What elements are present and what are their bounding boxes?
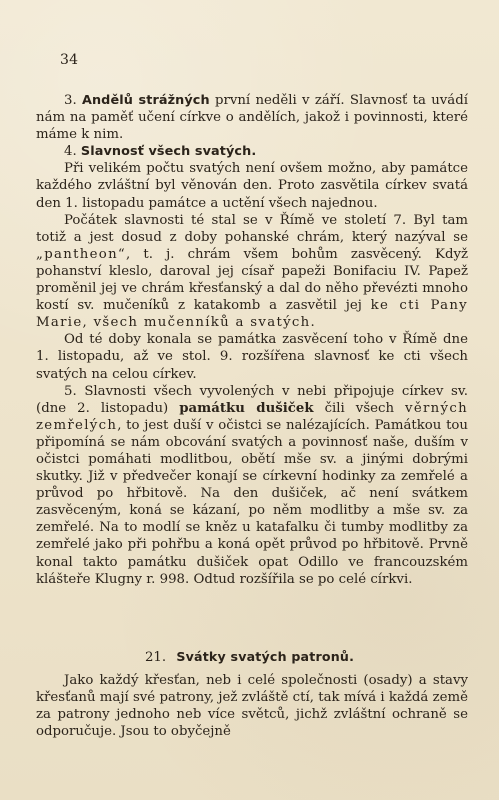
main-text-block [36,92,468,588]
paragraph-since-then: Od té doby konala se památka zasvěcení toho v Římě dne 1. listopadu, až ve stol. 9. rozšířena slavnosť ke cti všech svatých na celou církev. [36,332,468,382]
origin-text-2: , t. j. chrám všem bohům zasvěcený. Když pohanství kleslo, daroval jej císař papeži Bonifaciu IV. Papež proměnil jej ve chrám křesťanský a dal do něho převézti mnoho kostí sv. mučeníků z katakomb a zasvětil jej [36,246,468,314]
section-heading: Svátky svatých patronů. [176,649,355,664]
paragraph-all-saints-heading [36,143,468,160]
paragraph-angels [36,92,468,143]
paragraph-all-saints-body: Při velikém počtu svatých není ovšem možno, aby památce každého zvláštní byl věnován den. Proto zasvětila církev svatá den 1. listopadu památce a uctění všech najednou. [36,161,468,211]
heading-all-saints: Slavnosť všech svatých. [80,144,257,160]
paragraph-origin [36,212,468,332]
heading-guardian-angels: Andělů strážných [81,93,210,108]
page-number: 34 [60,52,79,68]
paragraph-number-3: 3. [64,93,77,108]
paragraph-angels-text: první neděli v září. Slavnosť ta uvádí nám na paměť učení církve o andělích, jakož i povinnosti, které máme k nim. [36,93,468,143]
paragraph-all-souls [36,383,468,588]
section-text-block [36,672,468,740]
all-souls-text-2: čili všech [313,400,406,416]
section-number: 21. [144,650,167,665]
all-souls-term: památku dušiček [179,400,314,416]
dedication-phrase: ke cti Pany Marie, všech mučenníků a svatých [36,298,468,331]
section-title [0,648,499,666]
pantheon-term: „pantheon“ [36,246,127,262]
all-souls-text-1: 5. Slavnosti všech vyvolených v nebi připojuje církev sv. (dne 2. listopadu) [36,383,468,416]
origin-text-3: . [310,315,315,331]
faithful-departed-phrase: věrných zemřelých [36,400,468,433]
origin-text-1: Počátek slavnosti té stal se v Římě ve století 7. Byl tam totiž a jest dosud z doby pohanské chrám, který nazýval se [36,212,468,245]
section-21-paragraph: Jako každý křesťan, neb i celé společnosti (osady) a stavy křesťanů mají své patrony, jež zvláště ctí, tak mívá i každá země za patrony jednoho neb více světců, jichž zvláštní ochraně se odporučuje. Jsou to obyčejně [36,673,468,740]
paragraph-number-4: 4. [64,144,77,160]
all-souls-text-3: , to jest duší v očistci se nalézajících. Památkou tou připomíná se nám obcování svatých a povinnosť naše, duším v očistci pomáhati modlitbou, obětí mše sv. a jinými dobrými skutky. Již v předvečer konají se církevní hodinky za zemřelé a průvod po hřbitově. Na den dušiček, ač není svátkem zasvěceným, koná se kázaní, po něm modlitby a mše sv. za zemřelé. Na to modlí se kněz u katafalku či tumby modlitby za zemřelé jako při pohřbu a koná opět průvod po hřbitově. Prvně konal takto památku dušiček opat Odillo ve francouzském klášteře Klugny r. 998. Odtud rozšířila se po celé církvi. [36,417,468,587]
